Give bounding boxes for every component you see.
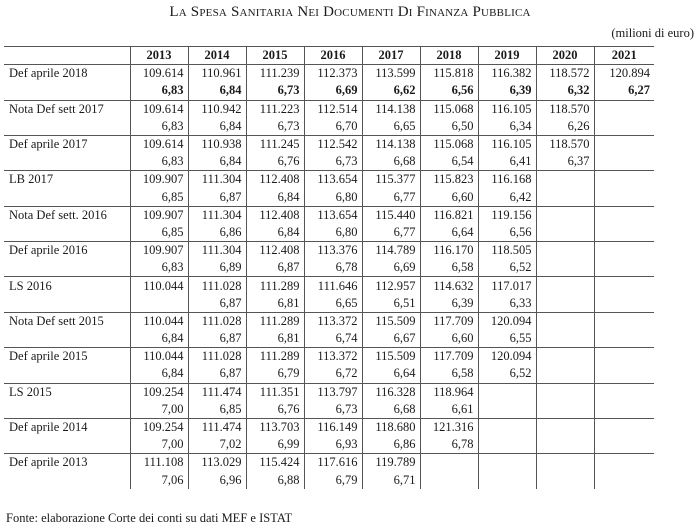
value-cell: 113.372 (304, 348, 362, 366)
value-cell: 115.818 (420, 65, 478, 83)
value-cell: 111.474 (188, 418, 246, 436)
value-cell: 118.505 (478, 242, 536, 260)
value-cell: 110.942 (188, 100, 246, 118)
table-row (4, 418, 654, 436)
value-cell: 115.509 (362, 348, 420, 366)
value-cell (594, 418, 654, 436)
pct-cell: 6,83 (130, 118, 188, 136)
pct-cell: 6,99 (246, 436, 304, 454)
value-cell: 113.654 (304, 171, 362, 189)
pct-cell: 6,60 (420, 330, 478, 348)
header-empty (4, 47, 130, 65)
table-row (4, 454, 654, 472)
pct-cell: 6,52 (478, 365, 536, 383)
value-cell: 109.614 (130, 100, 188, 118)
value-cell: 111.304 (188, 242, 246, 260)
page-title: La Spesa Sanitaria Nei Documenti Di Finanza Pubblica (169, 4, 531, 20)
value-cell (594, 454, 654, 472)
year-header: 2017 (362, 47, 420, 65)
pct-cell: 6,86 (362, 436, 420, 454)
value-cell: 120.894 (594, 65, 654, 83)
table-row (4, 383, 654, 401)
table-row (4, 242, 654, 260)
table-row (4, 135, 654, 153)
pct-cell: 6,73 (304, 153, 362, 171)
pct-cell: 6,84 (130, 365, 188, 383)
pct-cell: 7,06 (130, 472, 188, 489)
pct-cell: 6,39 (478, 82, 536, 100)
pct-cell: 6,74 (304, 330, 362, 348)
value-cell: 115.068 (420, 135, 478, 153)
value-cell (594, 171, 654, 189)
pct-cell: 6,84 (188, 82, 246, 100)
value-cell: 111.474 (188, 383, 246, 401)
pct-cell: 6,88 (246, 472, 304, 489)
value-cell: 109.907 (130, 206, 188, 224)
year-header: 2019 (478, 47, 536, 65)
row-label-empty (4, 365, 130, 383)
pct-cell: 6,87 (188, 295, 246, 313)
table-row-pct (4, 153, 654, 171)
pct-cell: 6,69 (362, 259, 420, 277)
row-label-empty (4, 259, 130, 277)
value-cell: 109.907 (130, 242, 188, 260)
value-cell: 119.789 (362, 454, 420, 472)
row-label-empty (4, 472, 130, 489)
pct-cell (536, 436, 594, 454)
table-body (4, 65, 654, 489)
pct-cell: 6,89 (188, 259, 246, 277)
value-cell: 111.028 (188, 312, 246, 330)
pct-cell (594, 365, 654, 383)
value-cell: 119.156 (478, 206, 536, 224)
value-cell: 109.254 (130, 383, 188, 401)
pct-cell: 6,81 (246, 295, 304, 313)
pct-cell (536, 472, 594, 489)
pct-cell (478, 472, 536, 489)
value-cell: 111.245 (246, 135, 304, 153)
pct-cell: 6,33 (478, 295, 536, 313)
pct-cell: 6,79 (304, 472, 362, 489)
row-label-empty (4, 118, 130, 136)
table-row-pct (4, 118, 654, 136)
pct-cell (536, 224, 594, 242)
row-label: Def aprile 2016 (4, 242, 130, 260)
value-cell: 115.509 (362, 312, 420, 330)
value-cell: 116.170 (420, 242, 478, 260)
value-cell (536, 312, 594, 330)
value-cell (536, 454, 594, 472)
pct-cell: 6,68 (362, 153, 420, 171)
value-cell: 116.105 (478, 100, 536, 118)
value-cell: 114.138 (362, 135, 420, 153)
health-spending-table (4, 46, 654, 489)
row-label: Nota Def sett 2015 (4, 312, 130, 330)
pct-cell: 6,60 (420, 189, 478, 207)
value-cell: 109.614 (130, 65, 188, 83)
pct-cell: 6,77 (362, 224, 420, 242)
year-header: 2020 (536, 47, 594, 65)
pct-cell: 6,85 (130, 224, 188, 242)
value-cell (536, 277, 594, 295)
value-cell: 112.957 (362, 277, 420, 295)
pct-cell: 6,50 (420, 118, 478, 136)
pct-cell: 6,87 (188, 365, 246, 383)
row-label: Nota Def sett. 2016 (4, 206, 130, 224)
pct-cell (594, 436, 654, 454)
pct-cell: 6,41 (478, 153, 536, 171)
pct-cell: 6,34 (478, 118, 536, 136)
value-cell: 111.108 (130, 454, 188, 472)
value-cell: 112.408 (246, 242, 304, 260)
table-row-pct (4, 295, 654, 313)
pct-cell: 6,87 (188, 189, 246, 207)
table-row-pct (4, 401, 654, 419)
row-label: LS 2016 (4, 277, 130, 295)
value-cell (594, 383, 654, 401)
row-label-empty (4, 401, 130, 419)
pct-cell: 6,73 (246, 82, 304, 100)
pct-cell: 6,70 (304, 118, 362, 136)
pct-cell: 6,83 (130, 82, 188, 100)
table-row-pct (4, 259, 654, 277)
pct-cell (536, 330, 594, 348)
row-label-empty (4, 330, 130, 348)
value-cell: 121.316 (420, 418, 478, 436)
pct-cell: 6,84 (246, 224, 304, 242)
year-header: 2014 (188, 47, 246, 65)
pct-cell (536, 189, 594, 207)
value-cell (536, 171, 594, 189)
pct-cell (594, 330, 654, 348)
pct-cell: 6,65 (362, 118, 420, 136)
pct-cell: 6,64 (362, 365, 420, 383)
year-header: 2021 (594, 47, 654, 65)
table-row-pct (4, 472, 654, 489)
value-cell: 116.168 (478, 171, 536, 189)
value-cell: 112.408 (246, 206, 304, 224)
pct-cell: 6,96 (188, 472, 246, 489)
pct-cell (420, 472, 478, 489)
pct-cell: 6,80 (304, 224, 362, 242)
pct-cell: 6,85 (188, 401, 246, 419)
value-cell: 117.709 (420, 348, 478, 366)
value-cell: 111.289 (246, 312, 304, 330)
pct-cell: 7,02 (188, 436, 246, 454)
pct-cell: 7,00 (130, 401, 188, 419)
row-label-empty (4, 189, 130, 207)
pct-cell: 6,51 (362, 295, 420, 313)
pct-cell: 6,79 (246, 365, 304, 383)
pct-cell (536, 259, 594, 277)
pct-cell: 6,85 (130, 189, 188, 207)
table-row (4, 206, 654, 224)
value-cell: 109.254 (130, 418, 188, 436)
row-label-empty (4, 224, 130, 242)
row-label-empty (4, 82, 130, 100)
value-cell: 114.632 (420, 277, 478, 295)
pct-cell: 6,83 (130, 259, 188, 277)
pct-cell: 6,61 (420, 401, 478, 419)
value-cell: 118.570 (536, 100, 594, 118)
pct-cell (594, 401, 654, 419)
value-cell: 109.907 (130, 171, 188, 189)
value-cell: 115.823 (420, 171, 478, 189)
table-row-pct (4, 224, 654, 242)
value-cell: 113.797 (304, 383, 362, 401)
value-cell (594, 277, 654, 295)
value-cell: 113.654 (304, 206, 362, 224)
value-cell: 117.017 (478, 277, 536, 295)
year-header: 2015 (246, 47, 304, 65)
value-cell: 111.223 (246, 100, 304, 118)
value-cell (536, 206, 594, 224)
pct-cell: 6,83 (130, 153, 188, 171)
row-label: Def aprile 2015 (4, 348, 130, 366)
table-row-pct (4, 330, 654, 348)
pct-cell: 6,55 (478, 330, 536, 348)
pct-cell: 6,65 (304, 295, 362, 313)
pct-cell: 6,62 (362, 82, 420, 100)
table-row (4, 100, 654, 118)
value-cell: 117.709 (420, 312, 478, 330)
pct-cell (594, 259, 654, 277)
value-cell: 115.440 (362, 206, 420, 224)
value-cell: 116.382 (478, 65, 536, 83)
pct-cell: 6,73 (246, 118, 304, 136)
table-row (4, 312, 654, 330)
pct-cell: 6,87 (246, 259, 304, 277)
value-cell: 115.377 (362, 171, 420, 189)
table-row-pct (4, 189, 654, 207)
value-cell (594, 135, 654, 153)
pct-cell (594, 153, 654, 171)
value-cell: 113.376 (304, 242, 362, 260)
value-cell (594, 242, 654, 260)
value-cell: 111.351 (246, 383, 304, 401)
pct-cell: 6,84 (188, 153, 246, 171)
value-cell: 116.821 (420, 206, 478, 224)
pct-cell: 6,78 (304, 259, 362, 277)
pct-cell: 6,67 (362, 330, 420, 348)
pct-cell: 7,00 (130, 436, 188, 454)
value-cell: 112.542 (304, 135, 362, 153)
row-label: Def aprile 2013 (4, 454, 130, 472)
pct-cell: 6,64 (420, 224, 478, 242)
value-cell: 111.289 (246, 277, 304, 295)
header-row (4, 47, 654, 65)
value-cell: 118.680 (362, 418, 420, 436)
row-label-empty (4, 436, 130, 454)
pct-cell: 6,87 (188, 330, 246, 348)
value-cell: 113.703 (246, 418, 304, 436)
value-cell: 112.514 (304, 100, 362, 118)
pct-cell: 6,42 (478, 189, 536, 207)
value-cell: 118.572 (536, 65, 594, 83)
row-label: Nota Def sett 2017 (4, 100, 130, 118)
table-row-pct (4, 82, 654, 100)
pct-cell (536, 295, 594, 313)
table-row (4, 348, 654, 366)
value-cell: 113.599 (362, 65, 420, 83)
value-cell: 120.094 (478, 312, 536, 330)
value-cell: 112.373 (304, 65, 362, 83)
year-header: 2016 (304, 47, 362, 65)
row-label: Def aprile 2014 (4, 418, 130, 436)
year-header: 2018 (420, 47, 478, 65)
row-label: LB 2017 (4, 171, 130, 189)
value-cell (478, 383, 536, 401)
value-cell: 111.304 (188, 206, 246, 224)
value-cell (478, 418, 536, 436)
value-cell: 109.614 (130, 135, 188, 153)
source-note: Fonte: elaborazione Corte dei conti su dati MEF e ISTAT (6, 511, 293, 525)
row-label-empty (4, 153, 130, 171)
pct-cell (594, 189, 654, 207)
row-label: LS 2015 (4, 383, 130, 401)
value-cell (594, 312, 654, 330)
table-row-pct (4, 436, 654, 454)
table-row (4, 65, 654, 83)
value-cell: 114.138 (362, 100, 420, 118)
pct-cell: 6,77 (362, 189, 420, 207)
value-cell (536, 348, 594, 366)
unit-label: (milioni di euro) (611, 26, 694, 40)
pct-cell: 6,32 (536, 82, 594, 100)
value-cell (536, 242, 594, 260)
pct-cell: 6,71 (362, 472, 420, 489)
pct-cell (536, 401, 594, 419)
pct-cell: 6,54 (420, 153, 478, 171)
row-label: Def aprile 2018 (4, 65, 130, 83)
pct-cell (594, 472, 654, 489)
pct-cell: 6,84 (130, 330, 188, 348)
pct-cell: 6,93 (304, 436, 362, 454)
value-cell: 110.044 (130, 348, 188, 366)
value-cell: 111.289 (246, 348, 304, 366)
value-cell: 116.105 (478, 135, 536, 153)
value-cell: 111.646 (304, 277, 362, 295)
value-cell: 112.408 (246, 171, 304, 189)
value-cell (594, 348, 654, 366)
value-cell: 116.149 (304, 418, 362, 436)
value-cell: 111.028 (188, 277, 246, 295)
pct-cell (594, 224, 654, 242)
pct-cell: 6,69 (304, 82, 362, 100)
value-cell: 118.964 (420, 383, 478, 401)
pct-cell: 6,84 (246, 189, 304, 207)
value-cell: 115.424 (246, 454, 304, 472)
pct-cell: 6,76 (246, 401, 304, 419)
value-cell: 113.029 (188, 454, 246, 472)
pct-cell: 6,26 (536, 118, 594, 136)
row-label-empty (4, 295, 130, 313)
value-cell: 113.372 (304, 312, 362, 330)
value-cell: 110.044 (130, 277, 188, 295)
value-cell: 110.961 (188, 65, 246, 83)
value-cell: 118.570 (536, 135, 594, 153)
pct-cell (536, 365, 594, 383)
pct-cell: 6,84 (188, 118, 246, 136)
value-cell: 115.068 (420, 100, 478, 118)
value-cell: 120.094 (478, 348, 536, 366)
pct-cell: 6,58 (420, 365, 478, 383)
value-cell (420, 454, 478, 472)
pct-cell: 6,76 (246, 153, 304, 171)
pct-cell: 6,27 (594, 82, 654, 100)
table-row (4, 171, 654, 189)
pct-cell: 6,52 (478, 259, 536, 277)
pct-cell: 6,81 (246, 330, 304, 348)
pct-cell (594, 295, 654, 313)
value-cell (536, 383, 594, 401)
value-cell: 111.304 (188, 171, 246, 189)
pct-cell (478, 436, 536, 454)
pct-cell (130, 295, 188, 313)
pct-cell: 6,56 (478, 224, 536, 242)
value-cell: 114.789 (362, 242, 420, 260)
year-header: 2013 (130, 47, 188, 65)
value-cell: 110.938 (188, 135, 246, 153)
pct-cell: 6,86 (188, 224, 246, 242)
table-row (4, 277, 654, 295)
value-cell (594, 100, 654, 118)
value-cell: 116.328 (362, 383, 420, 401)
pct-cell: 6,56 (420, 82, 478, 100)
pct-cell: 6,37 (536, 153, 594, 171)
pct-cell: 6,73 (304, 401, 362, 419)
pct-cell: 6,78 (420, 436, 478, 454)
pct-cell: 6,39 (420, 295, 478, 313)
row-label: Def aprile 2017 (4, 135, 130, 153)
pct-cell (478, 401, 536, 419)
pct-cell: 6,80 (304, 189, 362, 207)
value-cell: 111.239 (246, 65, 304, 83)
pct-cell (594, 118, 654, 136)
value-cell (478, 454, 536, 472)
pct-cell: 6,68 (362, 401, 420, 419)
pct-cell: 6,58 (420, 259, 478, 277)
value-cell: 117.616 (304, 454, 362, 472)
value-cell: 110.044 (130, 312, 188, 330)
value-cell (594, 206, 654, 224)
pct-cell: 6,72 (304, 365, 362, 383)
value-cell (536, 418, 594, 436)
table-row-pct (4, 365, 654, 383)
value-cell: 111.028 (188, 348, 246, 366)
